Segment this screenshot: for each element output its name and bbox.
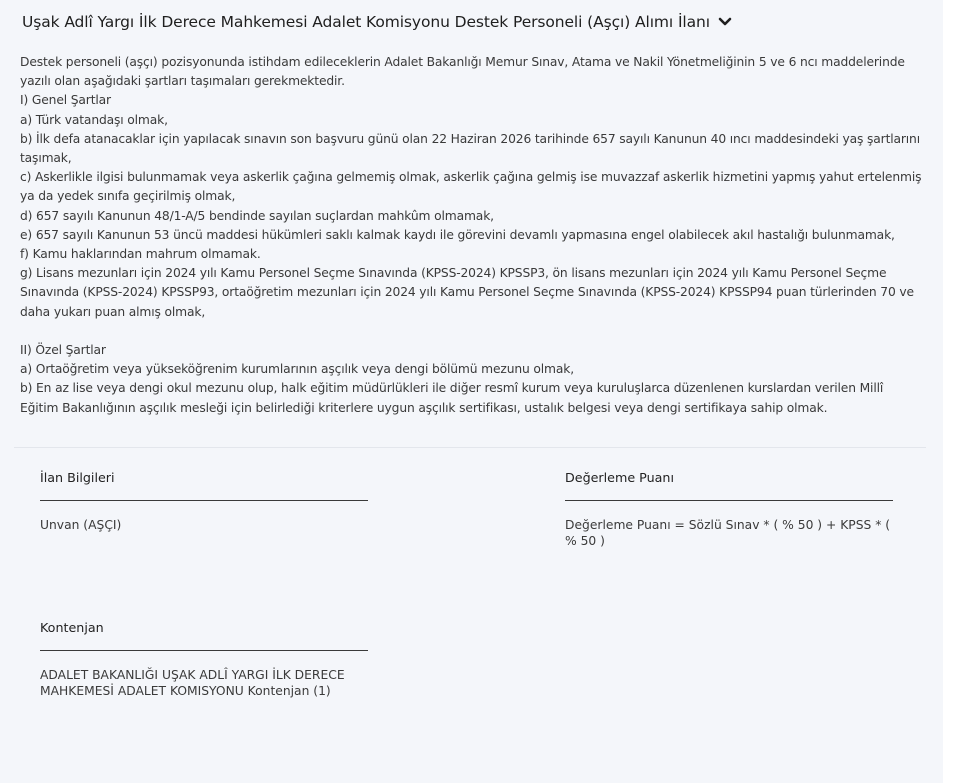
requirements-intro: Destek personeli (aşçı) pozisyonunda istihdam edileceklerin Adalet Bakanlığı Memur Sınav, Atama ve Nakil Yönetmeliğinin 5 ve 6 ncı maddelerinde yazılı olan aşağıdaki şartları taşımaları gerekmektedir. [20,55,905,89]
evaluation-score-heading: Değerleme Puanı [565,470,893,501]
quota-section [40,620,368,699]
general-requirement-item: a) Türk vatandaşı olmak, [20,112,168,127]
special-requirements-heading: II) Özel Şartlar [20,343,106,358]
listing-info-heading: İlan Bilgileri [40,470,368,501]
quota-value: ADALET BAKANLIĞI UŞAK ADLÎ YARGI İLK DERECE MAHKEMESİ ADALET KOMISYONU Kontenjan (1) [40,668,345,698]
special-requirement-item: a) Ortaöğretim veya yükseköğrenim kurumlarının aşçılık veya dengi bölümü mezunu olmak, [20,362,574,377]
quota-heading: Kontenjan [40,620,368,651]
chevron-down-icon[interactable] [718,17,732,27]
announcement-header[interactable] [22,13,732,31]
listing-info-section [40,470,368,533]
general-requirement-item: b) İlk defa atanacaklar için yapılacak sınavın son başvuru günü olan 22 Haziran 2026 tarihinde 657 sayılı Kanunun 40 ıncı maddesindeki yaş şartlarını taşımak, [20,131,920,166]
announcement-title: Uşak Adlî Yargı İlk Derece Mahkemesi Adalet Komisyonu Destek Personeli (Aşçı) Alımı İlanı [22,13,710,31]
general-requirement-item: c) Askerlikle ilgisi bulunmamak veya askerlik çağına gelmemiş olmak, askerlik çağına gelmiş ise muvazzaf askerlik hizmetini yapmış yahut ertelenmiş ya da yedek sınıfa geçirilmiş olmak, [20,170,922,204]
general-requirement-item: e) 657 sayılı Kanunun 53 üncü maddesi hükümleri saklı kalmak kaydı ile görevini devamlı yapmasına engel olabilecek akıl hastalığı bulunmamak, [20,227,895,242]
section-divider [14,447,926,448]
general-requirement-item: g) Lisans mezunları için 2024 yılı Kamu Personel Seçme Sınavında (KPSS-2024) KPSSP3, ön lisans mezunları için 2024 yılı Kamu Personel Seçme Sınavında (KPSS-2024) KPSSP93, ortaöğretim mezunları için 2024 yılı Kamu Personel Seçme Sınavında (KPSS-2024) KPSSP94 puan türlerinden 70 ve daha yukarı puan almış olmak, [20,266,914,319]
general-requirement-item: f) Kamu haklarından mahrum olmamak. [20,247,261,262]
evaluation-score-value: Değerleme Puanı = Sözlü Sınav * ( % 50 ) + KPSS * ( % 50 ) [565,518,891,548]
special-requirement-item: b) En az lise veya dengi okul mezunu olup, halk eğitim müdürlükleri ile diğer resmî kurum veya kuruluşlarca düzenlenen kurslardan verilen Millî Eğitim Bakanlığının aşçılık mesleği için belirlediği kriterlere uygun aşçılık sertifikası, ustalık belgesi veya dengi sertifikaya sahip olmak. [20,381,884,415]
evaluation-score-section [565,470,893,549]
listing-info-value: Unvan (AŞÇI) [40,518,122,532]
general-requirement-item: d) 657 sayılı Kanunun 48/1-A/5 bendinde sayılan suçlardan mahkûm olmamak, [20,208,494,223]
spacer [20,322,925,341]
general-requirements-heading: I) Genel Şartlar [20,93,111,108]
requirements-text [20,53,925,418]
